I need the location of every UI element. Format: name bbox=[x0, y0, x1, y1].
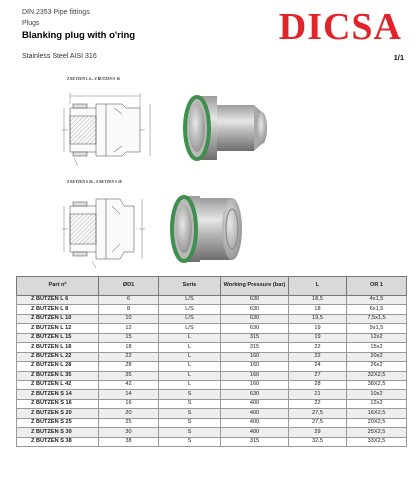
plug-render-top bbox=[184, 96, 267, 160]
document-subcategory: Plugs bbox=[22, 20, 40, 27]
cell-oring: 20x2 bbox=[347, 352, 407, 361]
cell-serie: L/S bbox=[159, 324, 221, 333]
cell-diameter: 15 bbox=[99, 333, 159, 342]
cell-oring: 26x2 bbox=[347, 362, 407, 371]
cell-length: 24 bbox=[289, 362, 347, 371]
cell-length: 28 bbox=[289, 380, 347, 389]
cell-diameter: 35 bbox=[99, 371, 159, 380]
cell-part-number: Z BUTZEN L 35 bbox=[17, 371, 99, 380]
table-row bbox=[17, 333, 407, 342]
cell-diameter: 28 bbox=[99, 362, 159, 371]
cell-working-pressure: 400 bbox=[221, 428, 289, 437]
cell-working-pressure: 630 bbox=[221, 314, 289, 323]
cell-working-pressure: 160 bbox=[221, 380, 289, 389]
cell-oring: 16X2,5 bbox=[347, 409, 407, 418]
cell-length: 22 bbox=[289, 352, 347, 361]
cell-length: 18,5 bbox=[289, 296, 347, 305]
cell-diameter: 12 bbox=[99, 324, 159, 333]
cell-length: 27 bbox=[289, 371, 347, 380]
cell-diameter: 6 bbox=[99, 296, 159, 305]
table-row bbox=[17, 305, 407, 314]
table-row bbox=[17, 343, 407, 352]
technical-drawings bbox=[0, 68, 420, 273]
cell-oring: 20X2,5 bbox=[347, 418, 407, 427]
page-title: Blanking plug with o'ring bbox=[22, 30, 136, 41]
cell-length: 29 bbox=[289, 428, 347, 437]
cell-part-number: Z BUTZEN L 22 bbox=[17, 352, 99, 361]
cell-serie: L bbox=[159, 352, 221, 361]
cell-diameter: 16 bbox=[99, 399, 159, 408]
cell-serie: S bbox=[159, 437, 221, 446]
cell-diameter: 18 bbox=[99, 343, 159, 352]
plug-render-bottom bbox=[171, 196, 242, 262]
table-row bbox=[17, 390, 407, 399]
cell-serie: L bbox=[159, 343, 221, 352]
cell-part-number: Z BUTZEN L 15 bbox=[17, 333, 99, 342]
cell-oring: 32X2,5 bbox=[347, 371, 407, 380]
col-header-oring: OR 1 bbox=[347, 277, 407, 296]
cell-length: 19 bbox=[289, 333, 347, 342]
cell-length: 22 bbox=[289, 399, 347, 408]
cell-part-number: Z BUTZEN L 42 bbox=[17, 380, 99, 389]
table-row bbox=[17, 371, 407, 380]
cell-oring: 33X2,5 bbox=[347, 437, 407, 446]
cell-diameter: 22 bbox=[99, 352, 159, 361]
cell-serie: S bbox=[159, 428, 221, 437]
page-number: 1/1 bbox=[393, 53, 404, 62]
col-header-part-number: Part nº bbox=[17, 277, 99, 296]
table-row bbox=[17, 362, 407, 371]
cell-serie: L bbox=[159, 380, 221, 389]
table-header-row bbox=[17, 277, 407, 296]
cell-serie: L/S bbox=[159, 305, 221, 314]
cell-diameter: 8 bbox=[99, 305, 159, 314]
cell-part-number: Z BUTZEN L 18 bbox=[17, 343, 99, 352]
cell-serie: L bbox=[159, 333, 221, 342]
cell-part-number: Z BUTZEN L 10 bbox=[17, 314, 99, 323]
cell-serie: L/S bbox=[159, 296, 221, 305]
cell-working-pressure: 400 bbox=[221, 418, 289, 427]
cell-oring: 38X2,5 bbox=[347, 380, 407, 389]
cell-diameter: 25 bbox=[99, 418, 159, 427]
cell-working-pressure: 630 bbox=[221, 324, 289, 333]
cell-working-pressure: 315 bbox=[221, 333, 289, 342]
plug-section-drawing-top bbox=[62, 93, 150, 166]
cell-part-number: Z BUTZEN L 6 bbox=[17, 296, 99, 305]
cell-oring: 25X2,5 bbox=[347, 428, 407, 437]
cell-diameter: 14 bbox=[99, 390, 159, 399]
cell-working-pressure: 630 bbox=[221, 305, 289, 314]
cell-diameter: 20 bbox=[99, 409, 159, 418]
table-row bbox=[17, 437, 407, 446]
cell-part-number: Z BUTZEN L 8 bbox=[17, 305, 99, 314]
cell-oring: 7,5x1,5 bbox=[347, 314, 407, 323]
cell-part-number: Z BUTZEN S 38 bbox=[17, 437, 99, 446]
cell-working-pressure: 160 bbox=[221, 352, 289, 361]
cell-working-pressure: 315 bbox=[221, 343, 289, 352]
table-row bbox=[17, 314, 407, 323]
cell-working-pressure: 630 bbox=[221, 390, 289, 399]
brand-logo: DICSA bbox=[278, 6, 402, 48]
table-row bbox=[17, 324, 407, 333]
cell-serie: L/S bbox=[159, 314, 221, 323]
cell-length: 18 bbox=[289, 305, 347, 314]
cell-working-pressure: 160 bbox=[221, 371, 289, 380]
cell-oring: 10x2 bbox=[347, 390, 407, 399]
cell-working-pressure: 630 bbox=[221, 296, 289, 305]
specifications-table bbox=[16, 276, 407, 447]
cell-part-number: Z BUTZEN S 20 bbox=[17, 409, 99, 418]
table-row bbox=[17, 409, 407, 418]
cell-working-pressure: 315 bbox=[221, 437, 289, 446]
cell-length: 21 bbox=[289, 390, 347, 399]
cell-oring: 15x2 bbox=[347, 343, 407, 352]
cell-length: 27,5 bbox=[289, 418, 347, 427]
document-category: DIN 2353 Pipe fittings bbox=[22, 9, 90, 16]
cell-serie: S bbox=[159, 390, 221, 399]
cell-length: 19 bbox=[289, 324, 347, 333]
cell-serie: L bbox=[159, 371, 221, 380]
cell-length: 22 bbox=[289, 343, 347, 352]
cell-part-number: Z BUTZEN L 28 bbox=[17, 362, 99, 371]
table-row bbox=[17, 296, 407, 305]
cell-serie: L bbox=[159, 362, 221, 371]
cell-oring: 12x2 bbox=[347, 399, 407, 408]
cell-length: 32,5 bbox=[289, 437, 347, 446]
cell-diameter: 42 bbox=[99, 380, 159, 389]
drawing-label-top: Z BUTZEN L 6... Z BUTZEN S 16 bbox=[67, 77, 120, 81]
table-row bbox=[17, 399, 407, 408]
cell-oring: 9x1,5 bbox=[347, 324, 407, 333]
cell-oring: 6x1,5 bbox=[347, 305, 407, 314]
cell-diameter: 10 bbox=[99, 314, 159, 323]
cell-part-number: Z BUTZEN S 25 bbox=[17, 418, 99, 427]
cell-serie: S bbox=[159, 418, 221, 427]
table-row bbox=[17, 418, 407, 427]
cell-part-number: Z BUTZEN S 16 bbox=[17, 399, 99, 408]
cell-serie: S bbox=[159, 409, 221, 418]
cell-diameter: 38 bbox=[99, 437, 159, 446]
cell-working-pressure: 160 bbox=[221, 362, 289, 371]
table-row bbox=[17, 380, 407, 389]
table-row bbox=[17, 428, 407, 437]
col-header-serie: Serie bbox=[159, 277, 221, 296]
cell-length: 19,5 bbox=[289, 314, 347, 323]
plug-section-drawing-bottom bbox=[62, 199, 145, 268]
cell-oring: 12x2 bbox=[347, 333, 407, 342]
cell-part-number: Z BUTZEN L 12 bbox=[17, 324, 99, 333]
col-header-working-pressure: Working Pressure (bar) bbox=[221, 277, 289, 296]
cell-serie: S bbox=[159, 399, 221, 408]
cell-diameter: 30 bbox=[99, 428, 159, 437]
table-row bbox=[17, 352, 407, 361]
cell-working-pressure: 400 bbox=[221, 409, 289, 418]
col-header-length: L bbox=[289, 277, 347, 296]
cell-length: 27,5 bbox=[289, 409, 347, 418]
cell-oring: 4x1,5 bbox=[347, 296, 407, 305]
col-header-diameter: ØD1 bbox=[99, 277, 159, 296]
material-subtitle: Stainless Steel AISI 316 bbox=[22, 53, 97, 60]
cell-working-pressure: 400 bbox=[221, 399, 289, 408]
drawing-label-bottom: Z BUTZEN S 20... Z BUTZEN S 38 bbox=[67, 180, 122, 184]
cell-part-number: Z BUTZEN S 14 bbox=[17, 390, 99, 399]
cell-part-number: Z BUTZEN S 30 bbox=[17, 428, 99, 437]
